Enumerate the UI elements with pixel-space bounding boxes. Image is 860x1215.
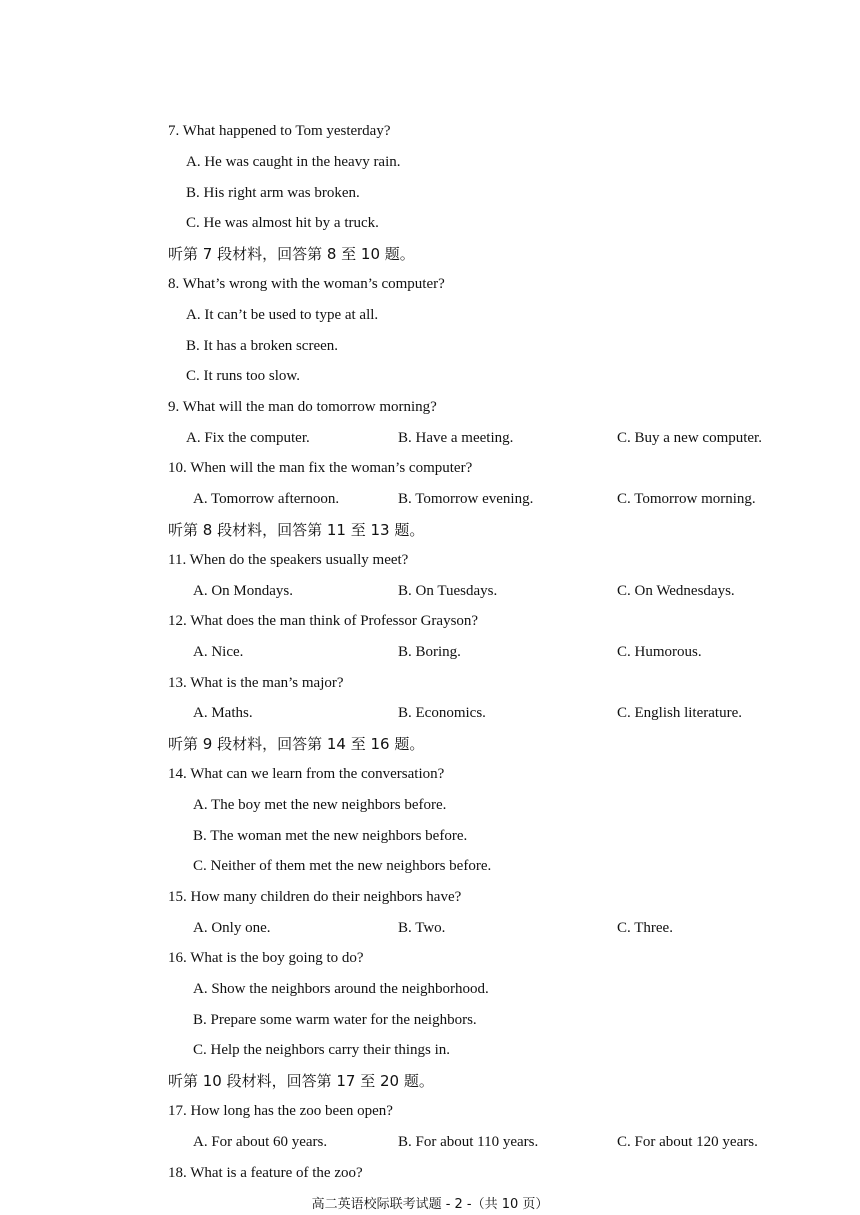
question-12-option-b: B. Boring. (398, 644, 461, 660)
question-10-option-b: B. Tomorrow evening. (398, 491, 534, 507)
question-16-option-c: C. Help the neighbors carry their things in. (193, 1042, 451, 1058)
question-16-stem: 16. What is the boy going to do? (168, 950, 364, 966)
question-13-option-c: C. English literature. (617, 705, 742, 721)
section-heading-9: 听第 9 段材料，回答第 14 至 16 题。 (168, 735, 425, 753)
question-14-option-b: B. The woman met the new neighbors before. (193, 828, 468, 844)
question-13-option-b: B. Economics. (398, 705, 486, 721)
question-16-option-a: A. Show the neighbors around the neighborhood. (193, 981, 489, 997)
question-15-stem: 15. How many children do their neighbors have? (168, 889, 462, 905)
question-12-stem: 12. What does the man think of Professor Grayson? (168, 613, 479, 629)
question-14-option-c: C. Neither of them met the new neighbors before. (193, 858, 492, 874)
question-10-option-c: C. Tomorrow morning. (617, 491, 756, 507)
question-17-stem: 17. How long has the zoo been open? (168, 1103, 393, 1119)
question-7-stem: 7. What happened to Tom yesterday? (168, 123, 391, 139)
question-9-option-b: B. Have a meeting. (398, 430, 514, 446)
section-heading-7: 听第 7 段材料，回答第 8 至 10 题。 (168, 245, 415, 263)
question-11-option-a: A. On Mondays. (193, 583, 293, 599)
question-11-stem: 11. When do the speakers usually meet? (168, 552, 409, 568)
question-9-stem: 9. What will the man do tomorrow morning? (168, 399, 437, 415)
question-17-option-a: A. For about 60 years. (193, 1134, 328, 1150)
question-12-option-a: A. Nice. (193, 644, 244, 660)
question-15-option-a: A. Only one. (193, 920, 271, 936)
question-8-stem: 8. What’s wrong with the woman’s computer? (168, 276, 445, 292)
question-7-option-b: B. His right arm was broken. (186, 185, 360, 201)
question-9-option-c: C. Buy a new computer. (617, 430, 762, 446)
question-17-option-b: B. For about 110 years. (398, 1134, 539, 1150)
section-heading-8: 听第 8 段材料，回答第 11 至 13 题。 (168, 521, 425, 539)
question-8-option-c: C. It runs too slow. (186, 368, 301, 384)
section-heading-10: 听第 10 段材料，回答第 17 至 20 题。 (168, 1072, 434, 1090)
question-9-option-a: A. Fix the computer. (186, 430, 310, 446)
question-17-option-c: C. For about 120 years. (617, 1134, 758, 1150)
question-13-stem: 13. What is the man’s major? (168, 675, 344, 691)
question-8-option-b: B. It has a broken screen. (186, 338, 339, 354)
question-14-option-a: A. The boy met the new neighbors before. (193, 797, 447, 813)
question-11-option-b: B. On Tuesdays. (398, 583, 498, 599)
question-11-option-c: C. On Wednesdays. (617, 583, 735, 599)
question-15-option-b: B. Two. (398, 920, 446, 936)
question-18-stem: 18. What is a feature of the zoo? (168, 1165, 363, 1181)
question-10-stem: 10. When will the man fix the woman’s computer? (168, 460, 473, 476)
question-10-option-a: A. Tomorrow afternoon. (193, 491, 340, 507)
question-7-option-a: A. He was caught in the heavy rain. (186, 154, 401, 170)
question-14-stem: 14. What can we learn from the conversation? (168, 766, 445, 782)
question-7-option-c: C. He was almost hit by a truck. (186, 215, 379, 231)
question-8-option-a: A. It can’t be used to type at all. (186, 307, 379, 323)
question-15-option-c: C. Three. (617, 920, 673, 936)
question-13-option-a: A. Maths. (193, 705, 253, 721)
page-footer: 高二英语校际联考试题 - 2 -（共 10 页） (311, 1197, 549, 1212)
question-12-option-c: C. Humorous. (617, 644, 702, 660)
question-16-option-b: B. Prepare some warm water for the neighbors. (193, 1012, 477, 1028)
